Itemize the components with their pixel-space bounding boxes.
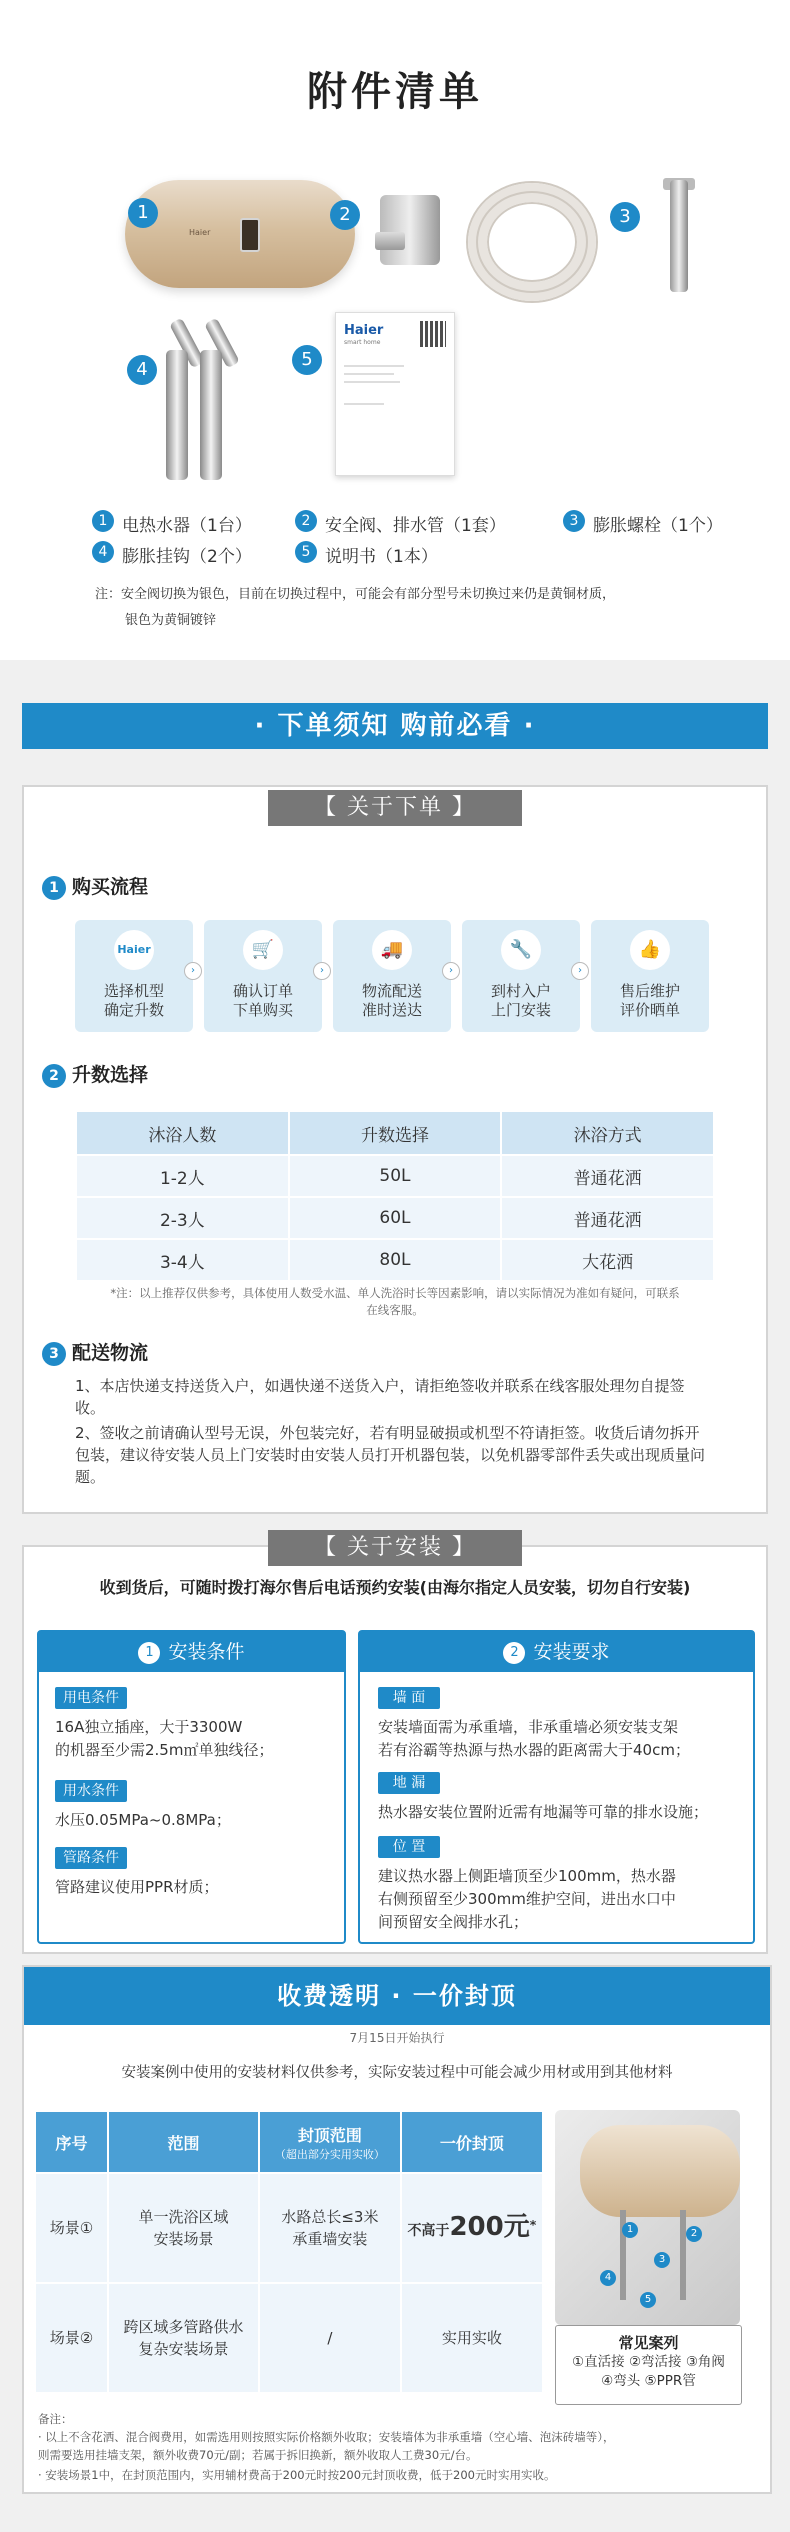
pricing-header-cap-text: 封顶范围: [297, 2125, 362, 2145]
table-cell: [259, 2173, 401, 2283]
table-cell: 1-2人: [76, 1155, 289, 1197]
delivery-paragraph-1: 1、本店快递支持送货入户，如遇快递不送货入户，请拒绝签收并联系在线客服处理勿自提签收。: [75, 1377, 685, 1417]
legend-item-2: 安全阀、排水管（1套）: [325, 516, 506, 536]
accessories-title: 附件清单: [307, 69, 483, 115]
item-number-4: 4: [127, 355, 157, 385]
flow-step-2-line1: 确认订单: [232, 982, 293, 1000]
manual-brand: Haier: [344, 323, 384, 338]
pricing-table: [34, 2110, 544, 2394]
wall-chip: 墙 面: [378, 1687, 440, 1709]
position-text-2: 右侧预留至少300mm维护空间，进出水口中: [378, 1890, 676, 1908]
safety-valve-image: [380, 195, 440, 265]
item-number-5: 5: [292, 345, 322, 375]
position-text-3: 间预留安全阀排水孔；: [378, 1913, 529, 1931]
qr-code-icon: [420, 321, 446, 347]
pricing-remark-1: · 以上不含花洒、混合阀费用，如需选用则按照实际价格额外收取；安装墙体为非承重墙（空心墙、泡沫砖墙等），: [38, 2430, 615, 2444]
power-text-1: 16A独立插座，大于3300W: [55, 1718, 243, 1736]
flow-step-5-line1: 售后维护: [619, 982, 680, 1000]
flow-step-1-line1: 选择机型: [103, 982, 164, 1000]
arrow-right-icon: ›: [313, 962, 331, 980]
capacity-heading: [42, 1060, 148, 1088]
table-row: [35, 2173, 543, 2283]
capacity-header-shower: 沐浴方式: [501, 1111, 714, 1155]
flow-step-2: [204, 920, 322, 1032]
table-cell: 场景②: [35, 2283, 108, 2393]
power-text-2: 的机器至少需2.5m㎡单独线径；: [55, 1741, 274, 1759]
common-cases-title: 常见案列: [618, 2334, 679, 2352]
photo-marker-2: 2: [686, 2226, 702, 2242]
flow-step-4: [462, 920, 580, 1032]
section-number-2: 2: [42, 1064, 66, 1088]
flow-step-4-line2: 上门安装: [490, 1001, 551, 1019]
price-prefix: 不高于: [407, 2223, 450, 2239]
truck-icon: 🚚: [372, 930, 412, 970]
pricing-header-cap-sub: （超出部分实用实收）: [274, 2147, 385, 2161]
pricing-remark-title: 备注：: [38, 2412, 73, 2426]
manual-image: [335, 312, 455, 476]
table-cell: 3-4人: [76, 1239, 289, 1281]
pricing-header-price: 一价封顶: [401, 2111, 543, 2173]
table-cell: 50L: [289, 1155, 502, 1197]
table-cell: 2-3人: [76, 1197, 289, 1239]
req-title: 安装要求: [533, 1641, 610, 1663]
item-number-2: 2: [330, 200, 360, 230]
legend-num-1: 1: [92, 510, 114, 532]
accessories-section: [0, 0, 790, 660]
cap-line1: /: [327, 2329, 333, 2347]
notice-banner: · 下单须知 购前必看 ·: [22, 703, 768, 749]
purchase-flow-heading: [42, 872, 148, 900]
expansion-bolt-image: [670, 180, 688, 292]
safety-valve-arm: [375, 232, 405, 250]
photo-pipe-right: [680, 2210, 686, 2300]
capacity-table: [75, 1110, 715, 1282]
table-row: [76, 1155, 714, 1197]
photo-marker-3: 3: [654, 2252, 670, 2268]
section-number-3: 3: [42, 1342, 66, 1366]
legend-num-3: 3: [563, 510, 585, 532]
common-cases-line1: ①直活接 ②弯活接 ③角阀: [572, 2354, 725, 2370]
water-heater-image: Haier: [125, 180, 355, 288]
photo-marker-5: 5: [640, 2292, 656, 2308]
delivery-paragraph-2: 2、签收之前请确认型号无误，外包装完好，若有明显破损或机型不符请拒签。收货后请勿拆开包装，建议待安装人员上门安装时由安装人员打开机器包装，以免机器零部件丢失或出现质量问题。: [75, 1424, 706, 1486]
thumbs-up-icon: 👍: [630, 930, 670, 970]
table-cell: 大花洒: [501, 1239, 714, 1281]
water-chip: 用水条件: [55, 1780, 127, 1802]
item-number-3: 3: [610, 202, 640, 232]
install-conditions-header: [39, 1632, 344, 1672]
scope-line1: 单一洗浴区域: [138, 2208, 229, 2226]
drain-text: 热水器安装位置附近需有地漏等可靠的排水设施；: [378, 1803, 709, 1821]
item-number-1: 1: [128, 198, 158, 228]
power-chip: 用电条件: [55, 1687, 127, 1709]
install-intro: 收到货后，可随时拨打海尔售后电话预约安装(由海尔指定人员安装，切勿自行安装): [99, 1578, 691, 1597]
price-star: *: [529, 2217, 537, 2232]
arrow-right-icon: ›: [184, 962, 202, 980]
pricing-header-no: 序号: [35, 2111, 108, 2173]
capacity-title: 升数选择: [72, 1064, 149, 1086]
flow-step-1-line2: 确定升数: [103, 1001, 164, 1019]
accessories-note-line1: 注：安全阀切换为银色，目前在切换过程中，可能会有部分型号未切换过来仍是黄铜材质，: [95, 587, 616, 602]
wall-text: [378, 1716, 690, 1762]
cart-icon: 🛒: [243, 930, 283, 970]
power-text: [55, 1716, 273, 1762]
manual-sub: smart home: [344, 339, 381, 346]
expansion-hook-image-2: [200, 350, 222, 480]
install-requirements-header: [360, 1632, 753, 1672]
table-cell: [108, 2173, 259, 2283]
pricing-date: 7月15日开始执行: [349, 2031, 445, 2045]
flow-step-3-line2: 准时送达: [361, 1001, 422, 1019]
table-cell: [401, 2173, 543, 2283]
table-cell: [259, 2283, 401, 2393]
flow-step-4-line1: 到村入户: [490, 982, 551, 1000]
cond-title: 安装条件: [168, 1641, 245, 1663]
expansion-hook-image-1: [166, 350, 188, 480]
flow-step-5: [591, 920, 709, 1032]
position-text-1: 建议热水器上侧距墙顶至少100mm，热水器: [378, 1867, 676, 1885]
table-cell: 80L: [289, 1239, 502, 1281]
table-cell: [108, 2283, 259, 2393]
pricing-remark-3: · 安装场景1中，在封顶范围内，实用辅材费高于200元时按200元封顶收费，低于200元时实用实收。: [38, 2468, 556, 2482]
flow-step-5-line2: 评价晒单: [619, 1001, 680, 1019]
arrow-right-icon: ›: [571, 962, 589, 980]
drain-chip: 地 漏: [378, 1772, 440, 1794]
scope-line1: 跨区域多管路供水: [123, 2318, 244, 2336]
common-cases-line2: ④弯头 ⑤PPR管: [601, 2373, 696, 2389]
flow-step-3-line1: 物流配送: [361, 982, 422, 1000]
table-cell: 普通花洒: [501, 1155, 714, 1197]
legend-num-5: 5: [295, 541, 317, 563]
wall-text-1: 安装墙面需为承重墙，非承重墙必须安装支架: [378, 1718, 679, 1736]
req-number: 2: [503, 1642, 525, 1664]
pricing-remark-2: 则需要选用挂墙支架，额外收费70元/副；若属于拆旧换新，额外收取人工费30元/台。: [38, 2448, 478, 2462]
flow-step-2-line2: 下单购买: [232, 1001, 293, 1019]
common-cases-box: [555, 2325, 742, 2405]
pricing-title: 收费透明 · 一价封顶: [24, 1967, 770, 2025]
photo-marker-4: 4: [600, 2270, 616, 2286]
capacity-header-volume: 升数选择: [289, 1111, 502, 1155]
cap-line2: 承重墙安装: [292, 2230, 368, 2248]
flow-step-3: [333, 920, 451, 1032]
pricing-header-scope: 范围: [108, 2111, 259, 2173]
scope-line2: 安装场景: [153, 2230, 214, 2248]
photo-heater: [580, 2125, 740, 2217]
purchase-flow-title: 购买流程: [72, 876, 149, 898]
legend-item-5: 说明书（1本）: [325, 547, 438, 567]
capacity-note: *注：以上推荐仅供参考，具体使用人数受水温、单人洗浴时长等因素影响，请以实际情况为准如有疑问，可联系在线客服。: [110, 1286, 680, 1317]
scope-line2: 复杂安装场景: [138, 2340, 229, 2358]
order-tag: 【 关于下单 】: [268, 790, 522, 826]
table-cell: 场景①: [35, 2173, 108, 2283]
water-text: 水压0.05MPa~0.8MPa；: [55, 1811, 231, 1829]
tools-icon: 🔧: [501, 930, 541, 970]
drain-hose-inner: [478, 193, 586, 291]
install-conditions-box: [37, 1630, 346, 1944]
arrow-right-icon: ›: [442, 962, 460, 980]
legend-num-2: 2: [295, 510, 317, 532]
table-cell: 普通花洒: [501, 1197, 714, 1239]
table-cell: 60L: [289, 1197, 502, 1239]
accessories-note: [95, 582, 745, 634]
position-chip: 位 置: [378, 1836, 440, 1858]
table-cell: 实用实收: [401, 2283, 543, 2393]
section-number-1: 1: [42, 876, 66, 900]
legend-item-1: 电热水器（1台）: [122, 516, 252, 536]
delivery-heading: [42, 1338, 148, 1366]
delivery-title: 配送物流: [72, 1342, 149, 1364]
cap-line1: 水路总长≤3米: [281, 2208, 379, 2226]
pricing-header-cap: [259, 2111, 401, 2173]
price-value: 200元: [449, 2212, 530, 2242]
position-text: [378, 1865, 676, 1934]
pipe-chip: 管路条件: [55, 1847, 127, 1869]
legend-num-4: 4: [92, 541, 114, 563]
table-row: [35, 2283, 543, 2393]
pricing-subtitle: 安装案例中使用的安装材料仅供参考，实际安装过程中可能会减少用材或用到其他材料: [121, 2065, 673, 2081]
accessories-note-line2: 银色为黄铜镀锌: [125, 613, 217, 628]
photo-marker-1: 1: [622, 2222, 638, 2238]
table-row: [76, 1197, 714, 1239]
install-requirements-box: [358, 1630, 755, 1944]
table-row: [76, 1239, 714, 1281]
capacity-header-people: 沐浴人数: [76, 1111, 289, 1155]
pipe-text: 管路建议使用PPR材质；: [55, 1878, 219, 1896]
wall-text-2: 若有浴霸等热源与热水器的距离需大于40cm；: [378, 1741, 690, 1759]
install-tag: 【 关于安装 】: [268, 1530, 522, 1566]
cond-number: 1: [138, 1642, 160, 1664]
flow-step-1: [75, 920, 193, 1032]
legend-item-3: 膨胀螺栓（1个）: [593, 516, 723, 536]
legend-item-4: 膨胀挂钩（2个）: [122, 547, 252, 567]
haier-logo-icon: Haier: [114, 930, 154, 970]
